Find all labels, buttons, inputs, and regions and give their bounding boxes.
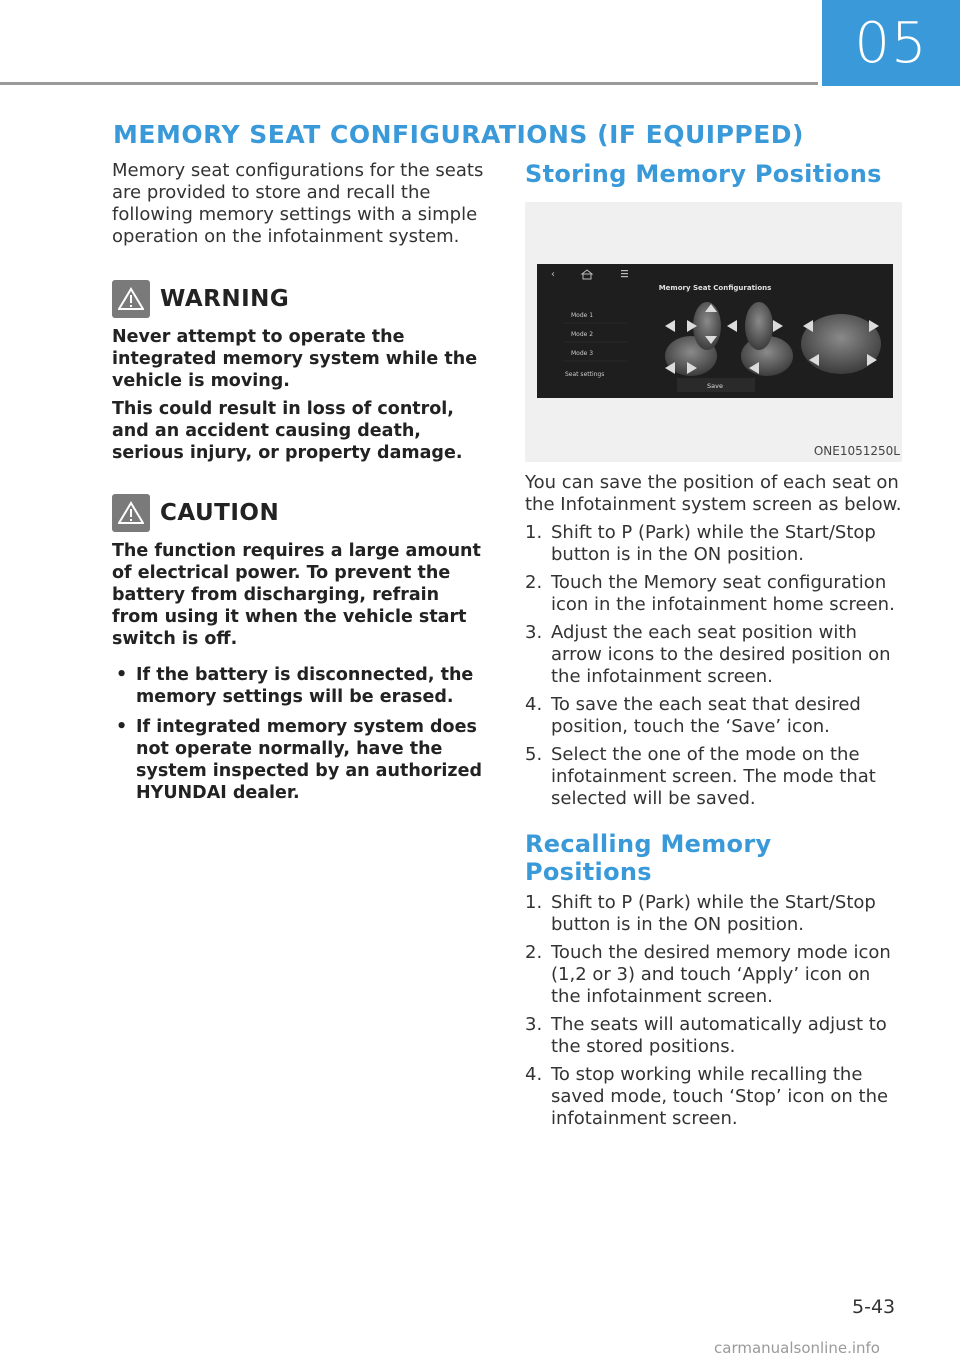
caution-text: The function requires a large amount of electrical power. To prevent the battery from discharging, refrain from using it when the vehicle start switch is off. — [112, 541, 481, 649]
list-item: 2. Touch the desired memory mode icon (1,2 or 3) and touch ‘Apply’ icon on the infotainment screen. — [525, 942, 891, 1007]
warning-header — [112, 280, 486, 318]
list-item: 4. To stop working while recalling the saved mode, touch ‘Stop’ icon on the infotainment screen. — [525, 1064, 889, 1129]
caution-triangle-icon — [112, 494, 150, 532]
mode-3-button[interactable]: Mode 3 — [571, 350, 594, 357]
list-item: 3. Adjust the each seat position with arrow icons to the desired position on the infotainment screen. — [525, 622, 891, 687]
list-item: • If integrated memory system does not operate normally, have the system inspected by an authorized HYUNDAI dealer. — [116, 717, 483, 803]
caution-title: CAUTION — [160, 500, 280, 526]
page-number: 5-43 — [852, 1296, 896, 1318]
figure-caption: ONE1051250L — [813, 444, 900, 458]
chapter-number: 05 — [822, 0, 960, 86]
watermark: carmanualsonline.info — [714, 1339, 880, 1357]
list-item: 2. Touch the Memory seat configuration icon in the infotainment home screen. — [525, 572, 895, 615]
home-icon[interactable] — [582, 270, 592, 279]
section-title: MEMORY SEAT CONFIGURATIONS (IF EQUIPPED) — [113, 120, 804, 149]
intro-paragraph: Memory seat configurations for the seats are provided to store and recall the following memory settings with a simple operation on the infotainment system. — [112, 160, 484, 247]
storing-intro: You can save the position of each seat on the Infotainment system screen as below. — [525, 472, 902, 515]
warning-box — [112, 280, 486, 464]
passenger-seat-image — [741, 302, 793, 376]
back-icon[interactable]: ‹ — [551, 269, 555, 280]
list-item: 1. Shift to P (Park) while the Start/Stop button is in the ON position. — [525, 892, 876, 935]
caution-box — [112, 494, 486, 804]
storing-heading: Storing Memory Positions — [525, 160, 882, 188]
infotainment-figure — [525, 202, 902, 462]
screen-title: Memory Seat Configurations — [658, 284, 772, 292]
right-column — [525, 160, 905, 1130]
warning-text-1: Never attempt to operate the integrated memory system while the vehicle is moving. — [112, 327, 478, 391]
caution-bullets — [112, 664, 486, 804]
mode-2-button[interactable]: Mode 2 — [571, 331, 594, 338]
storing-steps — [525, 522, 905, 810]
infotainment-screen — [537, 264, 893, 398]
recalling-steps — [525, 892, 905, 1130]
save-button[interactable]: Save — [707, 382, 723, 390]
mode-1-button[interactable]: Mode 1 — [571, 312, 594, 319]
caution-header — [112, 494, 486, 532]
left-column — [112, 160, 486, 812]
menu-icon[interactable] — [621, 270, 628, 277]
list-item: • If the battery is disconnected, the memory settings will be erased. — [116, 665, 474, 707]
recalling-heading: Recalling Memory Positions — [525, 830, 772, 886]
header-rule — [0, 82, 818, 85]
list-item: 3. The seats will automatically adjust to the stored positions. — [525, 1014, 887, 1057]
warning-triangle-icon — [112, 280, 150, 318]
warning-text-2: This could result in loss of control, and an accident causing death, serious injury, or property damage. — [112, 399, 463, 463]
list-item: 5. Select the one of the mode on the infotainment screen. The mode that selected will be saved. — [525, 744, 876, 809]
seat-settings-button[interactable]: Seat settings — [565, 371, 605, 378]
warning-title: WARNING — [160, 286, 290, 312]
list-item: 1. Shift to P (Park) while the Start/Stop button is in the ON position. — [525, 522, 876, 565]
list-item: 4. To save the each seat that desired position, touch the ‘Save’ icon. — [525, 694, 861, 737]
